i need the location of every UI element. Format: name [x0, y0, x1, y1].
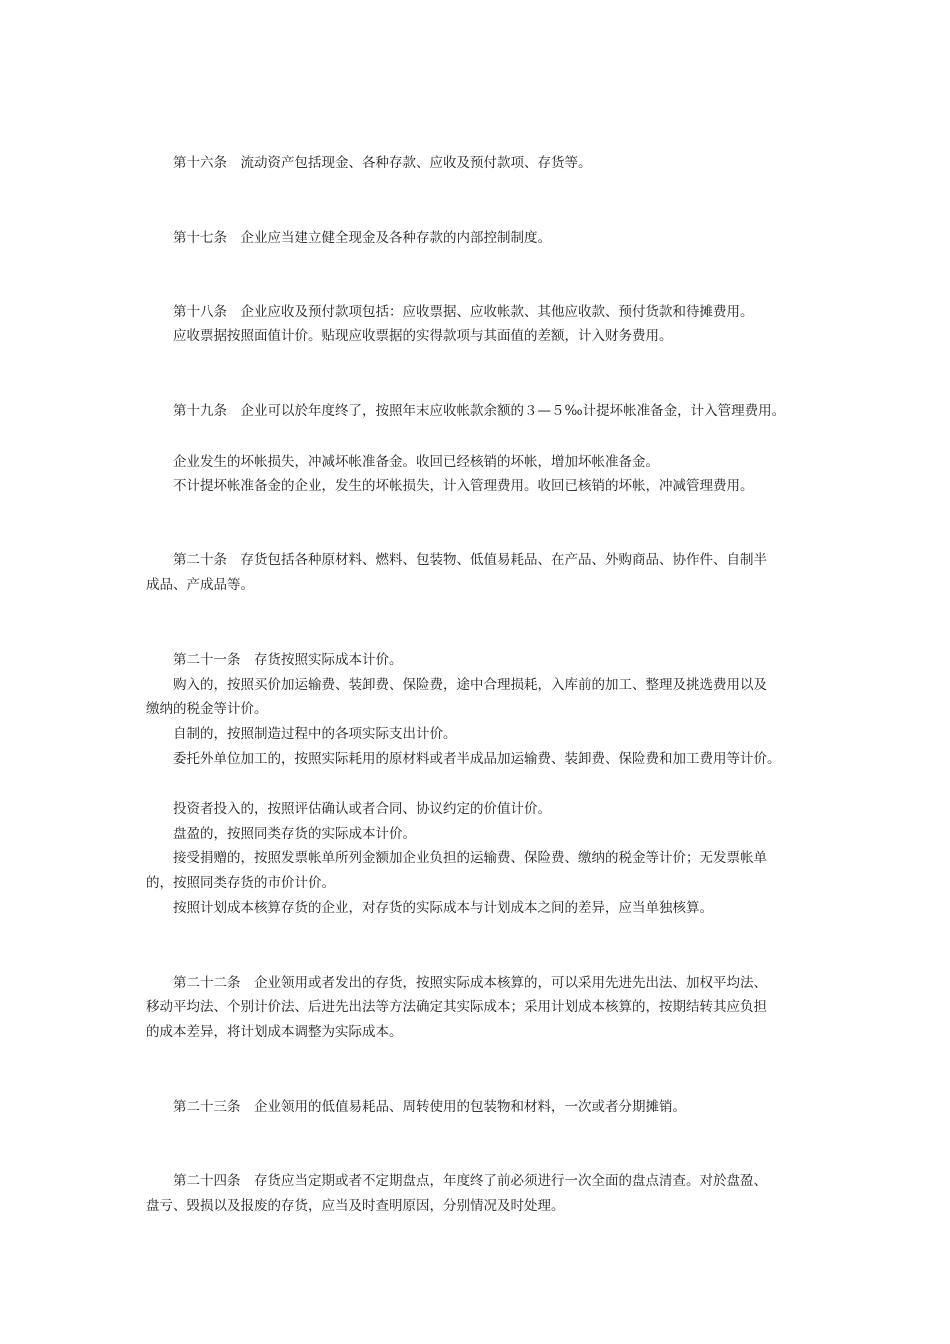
article-21-continuation: 缴纳的税金等计价。 — [146, 701, 268, 717]
article-23: 第二十三条 企业领用的低值易耗品、周转使用的包装物和材料，一次或者分期摊销。 — [173, 1099, 686, 1115]
article-21-paragraph: 按照计划成本核算存货的企业，对存货的实际成本与计划成本之间的差异，应当单独核算。 — [173, 900, 713, 916]
article-19: 第十九条 企业可以於年度终了，按照年末应收帐款余额的３—５‰计提坏帐准备金，计入管理费用。 — [173, 403, 786, 419]
article-21-paragraph: 盘盈的，按照同类存货的实际成本计价。 — [173, 826, 416, 842]
article-24: 第二十四条 存货应当定期或者不定期盘点，年度终了前必须进行一次全面的盘点清查。对於盘盈、 — [173, 1173, 767, 1189]
article-21-continuation: 的，按照同类存货的市价计价。 — [146, 875, 335, 891]
article-19-paragraph: 不计提坏帐准备金的企业，发生的坏帐损失，计入管理费用。收回已核销的坏帐，冲减管理费用。 — [173, 478, 754, 494]
article-21-paragraph: 投资者投入的，按照评估确认或者合同、协议约定的价值计价。 — [173, 801, 551, 817]
article-21-paragraph: 委托外单位加工的，按照实际耗用的原材料或者半成品加运输费、装卸费、保险费和加工费用等计价。 — [173, 751, 781, 767]
article-22-continuation: 移动平均法、个别计价法、后进先出法等方法确定其实际成本；采用计划成本核算的，按期结转其应负担 — [146, 999, 767, 1015]
article-21-paragraph: 接受捐赠的，按照发票帐单所列金额加企业负担的运输费、保险费、缴纳的税金等计价；无发票帐单 — [173, 850, 767, 866]
article-16: 第十六条 流动资产包括现金、各种存款、应收及预付款项、存货等。 — [173, 155, 592, 171]
article-18-paragraph: 应收票据按照面值计价。贴现应收票据的实得款项与其面值的差额，计入财务费用。 — [173, 328, 673, 344]
article-21-paragraph: 自制的，按照制造过程中的各项实际支出计价。 — [173, 726, 457, 742]
article-20-continuation: 成品、产成品等。 — [146, 577, 254, 593]
article-22-continuation: 的成本差异，将计划成本调整为实际成本。 — [146, 1024, 403, 1040]
article-20: 第二十条 存货包括各种原材料、燃料、包装物、低值易耗品、在产品、外购商品、协作件、自制半 — [173, 552, 767, 568]
article-22: 第二十二条 企业领用或者发出的存货，按照实际成本核算的，可以采用先进先出法、加权平均法、 — [173, 975, 767, 991]
article-21: 第二十一条 存货按照实际成本计价。 — [173, 652, 403, 668]
article-18: 第十八条 企业应收及预付款项包括：应收票据、应收帐款、其他应收款、预付货款和待摊费用。 — [173, 304, 754, 320]
article-24-continuation: 盘亏、毁损以及报废的存货，应当及时查明原因，分别情况及时处理。 — [146, 1198, 565, 1214]
article-19-paragraph: 企业发生的坏帐损失，冲减坏帐准备金。收回已经核销的坏帐，增加坏帐准备金。 — [173, 454, 659, 470]
article-17: 第十七条 企业应当建立健全现金及各种存款的内部控制制度。 — [173, 230, 551, 246]
article-21-paragraph: 购入的，按照买价加运输费、装卸费、保险费，途中合理损耗，入库前的加工、整理及挑选费用以及 — [173, 677, 767, 693]
